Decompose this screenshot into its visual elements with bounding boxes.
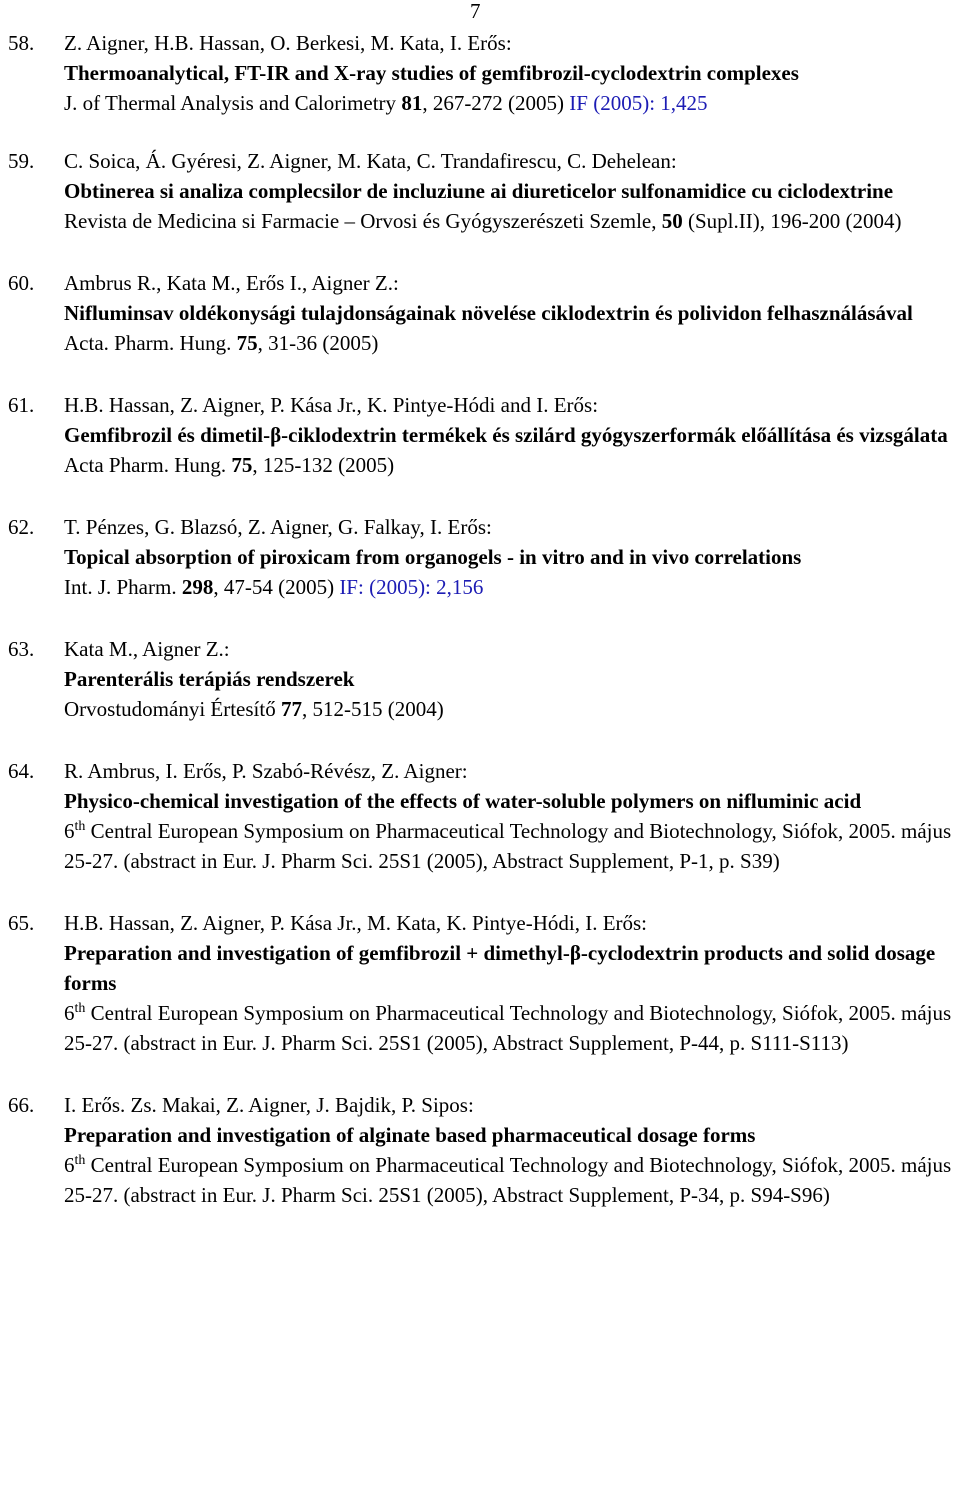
entry-authors: T. Pénzes, G. Blazsó, Z. Aigner, G. Falkay, I. Erős: <box>64 515 492 539</box>
entry-number: 65. <box>8 911 35 935</box>
entry-publication: Orvostudományi Értesítő 77, 512-515 (2004) <box>64 697 444 721</box>
publication-entry-58 <box>0 28 960 118</box>
entry-title: Nifluminsav oldékonysági tulajdonságainak növelése ciklodextrin és polividon felhasználásával <box>64 301 913 325</box>
entry-number: 66. <box>8 1093 35 1117</box>
entry-number: 64. <box>8 759 35 783</box>
entry-publication: Revista de Medicina si Farmacie – Orvosi és Gyógyszerészeti Szemle, 50 (Supl.II), 196-200 (2004) <box>64 209 902 233</box>
entry-title: Topical absorption of piroxicam from organogels - in vitro and in vivo correlations <box>64 545 802 569</box>
publication-entry-62 <box>0 512 960 602</box>
entry-authors: Kata M., Aigner Z.: <box>64 637 230 661</box>
entry-title: Obtinerea si analiza complecsilor de incluziune ai diureticelor sulfonamidice cu ciclodextrine <box>64 179 894 203</box>
entry-number: 63. <box>8 637 35 661</box>
impact-factor: IF (2005): 1,425 <box>569 91 708 115</box>
entry-title: Thermoanalytical, FT-IR and X-ray studies of gemfibrozil-cyclodextrin complexes <box>64 61 799 85</box>
entry-publication: 6th Central European Symposium on Pharmaceutical Technology and Biotechnology, Siófok, 2005. május 25-27. (abstract in Eur. J. Pharm Sci. 25S1 (2005), Abstract Supplement, P-44, p. S111-S113) <box>64 1001 952 1055</box>
publication-entry-64 <box>0 756 960 876</box>
entry-number: 60. <box>8 271 35 295</box>
entry-title: Gemfibrozil és dimetil-β-ciklodextrin termékek és szilárd gyógyszerformák előállítása és vizsgálata <box>64 423 948 447</box>
entry-publication: 6th Central European Symposium on Pharmaceutical Technology and Biotechnology, Siófok, 2005. május 25-27. (abstract in Eur. J. Pharm Sci. 25S1 (2005), Abstract Supplement, P-34, p. S94-S96) <box>64 1153 952 1207</box>
entry-authors: Z. Aigner, H.B. Hassan, O. Berkesi, M. Kata, I. Erős: <box>64 31 512 55</box>
entry-publication: Int. J. Pharm. 298, 47-54 (2005) IF: (2005): 2,156 <box>64 575 484 599</box>
publication-entry-60 <box>0 268 960 358</box>
entry-publication: Acta. Pharm. Hung. 75, 31-36 (2005) <box>64 331 379 355</box>
entry-title: Parenterális terápiás rendszerek <box>64 667 355 691</box>
entry-authors: H.B. Hassan, Z. Aigner, P. Kása Jr., K. Pintye-Hódi and I. Erős: <box>64 393 599 417</box>
entry-number: 59. <box>8 149 35 173</box>
entry-authors: R. Ambrus, I. Erős, P. Szabó-Révész, Z. Aigner: <box>64 759 468 783</box>
publication-entry-65 <box>0 908 960 1058</box>
entry-title: Preparation and investigation of alginate based pharmaceutical dosage forms <box>64 1123 756 1147</box>
entry-number: 58. <box>8 31 35 55</box>
entry-authors: H.B. Hassan, Z. Aigner, P. Kása Jr., M. Kata, K. Pintye-Hódi, I. Erős: <box>64 911 648 935</box>
entry-authors: Ambrus R., Kata M., Erős I., Aigner Z.: <box>64 271 399 295</box>
publication-entry-61 <box>0 390 960 480</box>
entry-publication: 6th Central European Symposium on Pharmaceutical Technology and Biotechnology, Siófok, 2005. május 25-27. (abstract in Eur. J. Pharm Sci. 25S1 (2005), Abstract Supplement, P-1, p. S39) <box>64 819 952 873</box>
publication-list <box>0 28 960 1210</box>
impact-factor: IF: (2005): 2,156 <box>339 575 484 599</box>
entry-number: 61. <box>8 393 35 417</box>
publication-entry-63 <box>0 634 960 724</box>
entry-title: Physico-chemical investigation of the effects of water-soluble polymers on nifluminic acid <box>64 789 862 813</box>
entry-title: Preparation and investigation of gemfibrozil + dimethyl-β-cyclodextrin products and solid dosage forms <box>64 941 936 995</box>
publication-entry-66 <box>0 1090 960 1210</box>
page-number: 7 <box>470 0 481 23</box>
entry-authors: I. Erős. Zs. Makai, Z. Aigner, J. Bajdik, P. Sipos: <box>64 1093 474 1117</box>
entry-publication: J. of Thermal Analysis and Calorimetry 81, 267-272 (2005) IF (2005): 1,425 <box>64 91 708 115</box>
publication-entry-59 <box>0 146 960 236</box>
entry-authors: C. Soica, Á. Gyéresi, Z. Aigner, M. Kata, C. Trandafirescu, C. Dehelean: <box>64 149 677 173</box>
entry-number: 62. <box>8 515 35 539</box>
entry-publication: Acta Pharm. Hung. 75, 125-132 (2005) <box>64 453 395 477</box>
